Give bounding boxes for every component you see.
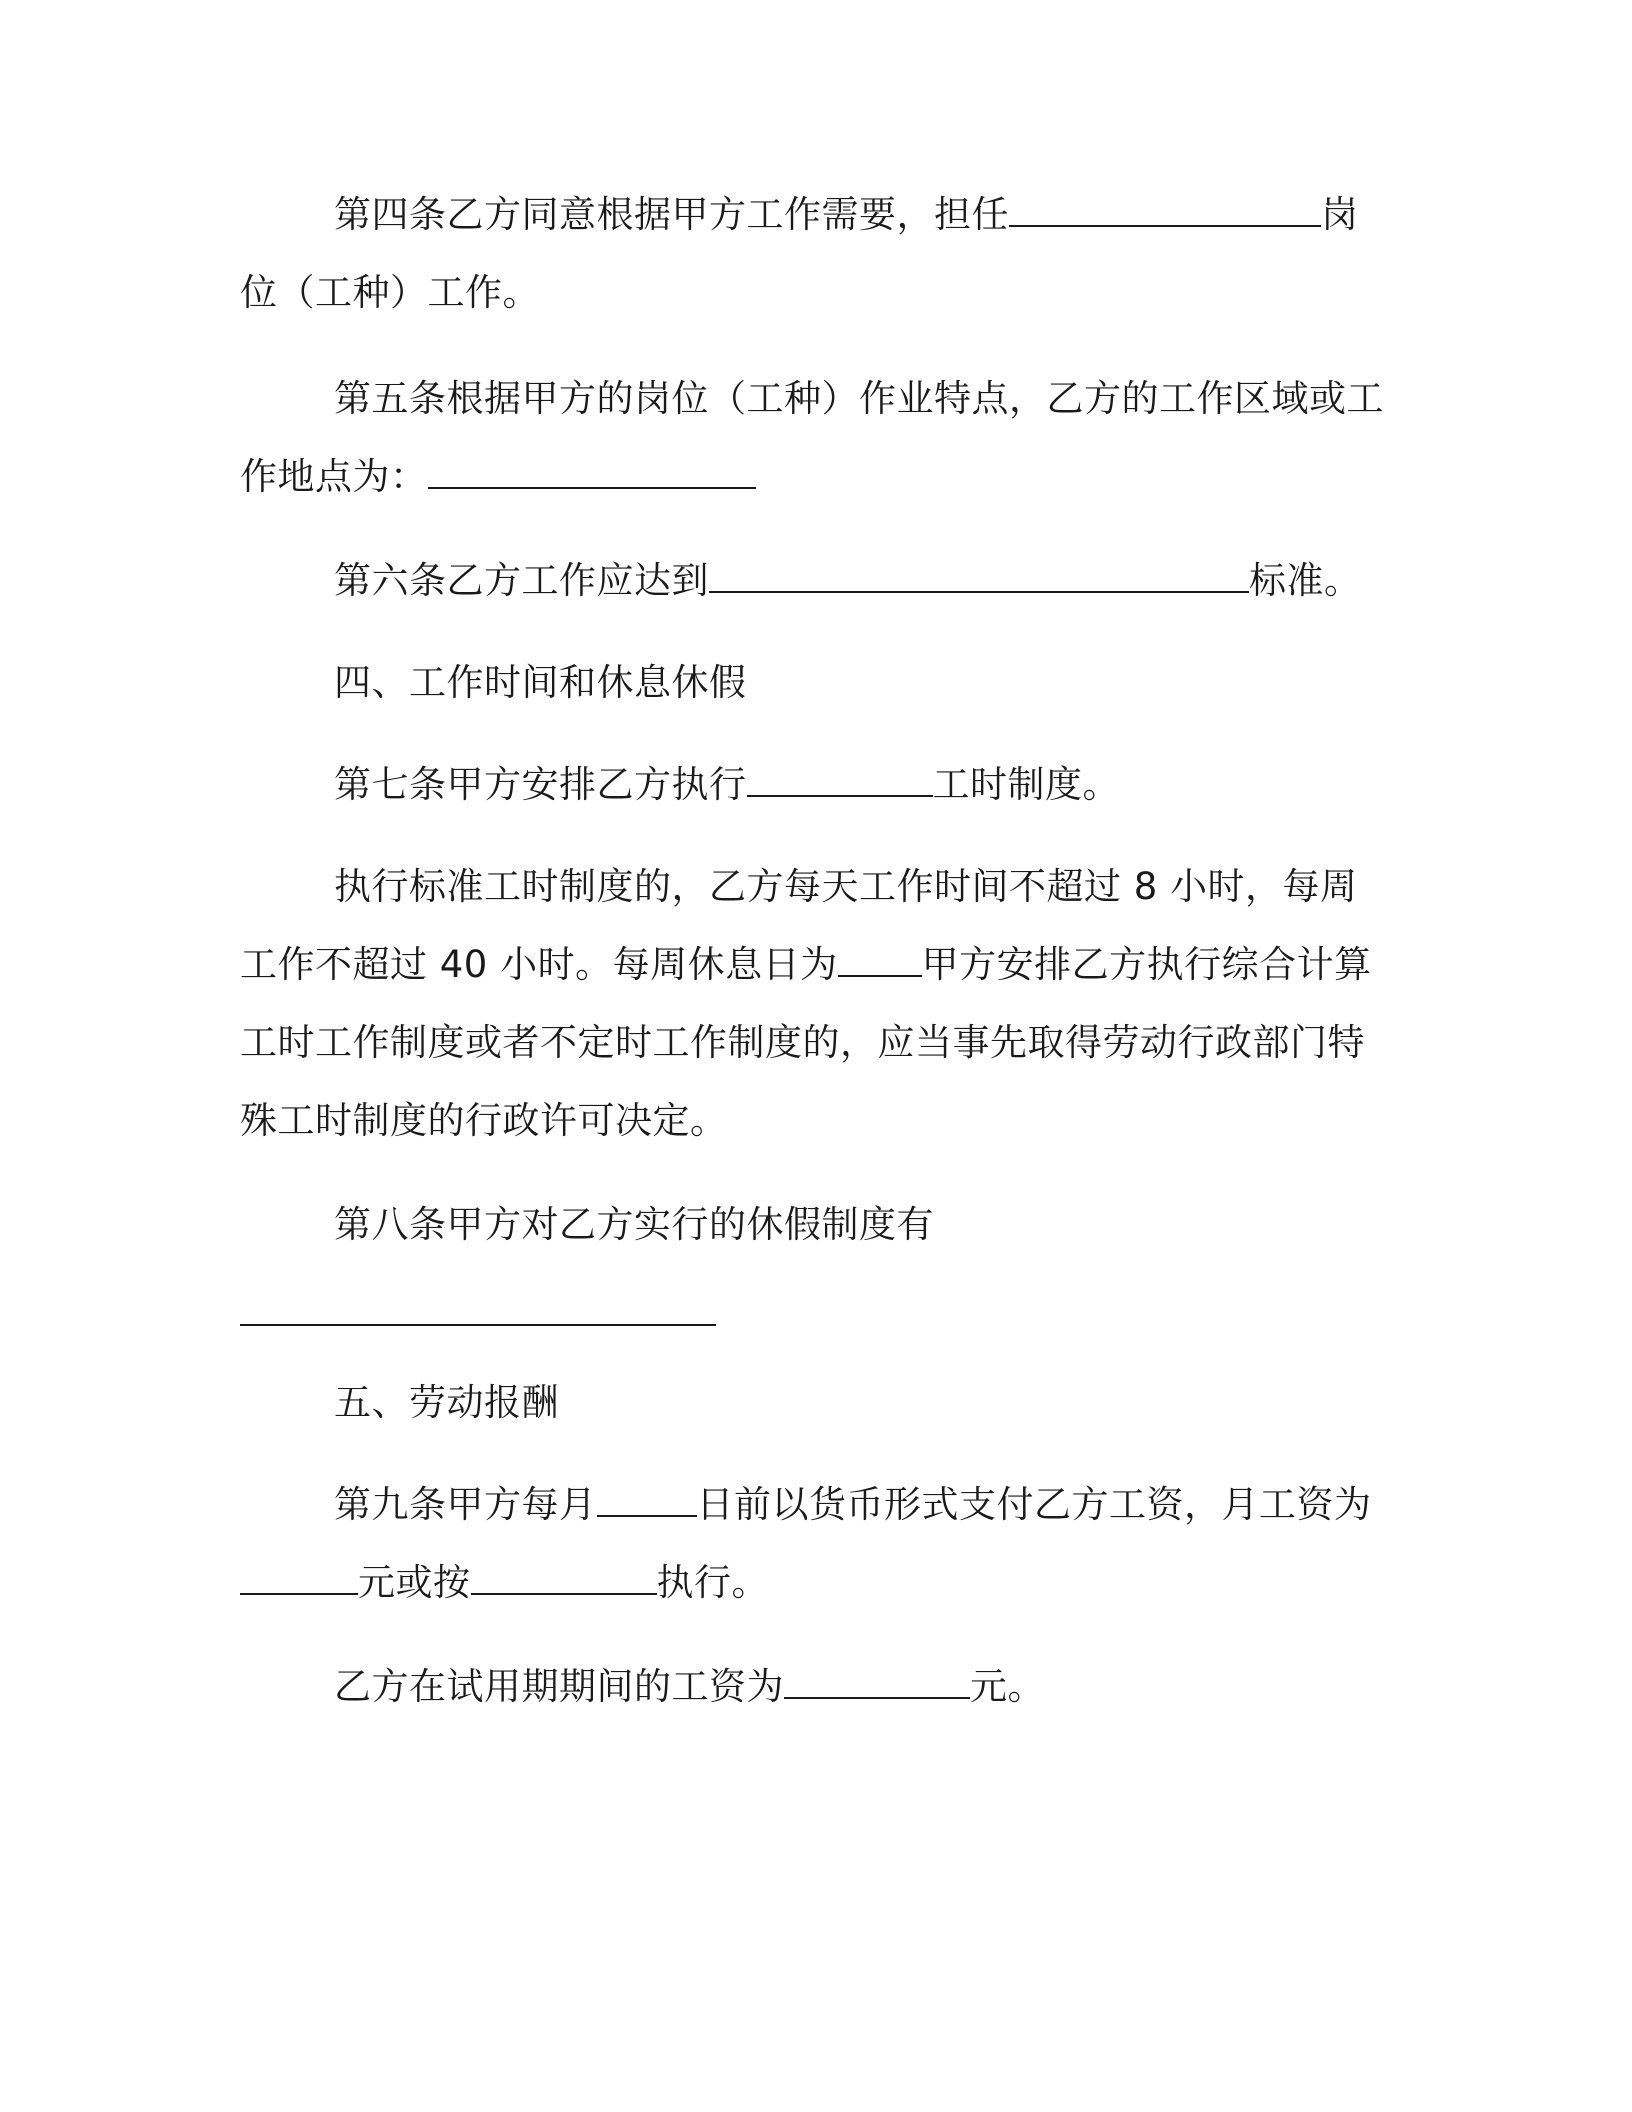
article-4-text-tail: 岗位（工种）工作。 xyxy=(240,193,1359,314)
probation-wage-blank xyxy=(784,1667,970,1699)
wage-basis-blank xyxy=(471,1563,657,1595)
pay-day-blank xyxy=(597,1485,697,1517)
article-7-detail-text: 执行标准工时制度的，乙方每天工作时间不超过 8 小时，每周工作不超过 40 小时。每周休息日为 xyxy=(240,865,1358,986)
article-9-text-tail: 执行。 xyxy=(656,1561,769,1604)
article-4 xyxy=(240,176,1390,332)
section-4-heading-text: 四、工作时间和休息休假 xyxy=(334,661,747,704)
monthly-wage-blank xyxy=(240,1563,358,1595)
section-5-heading xyxy=(240,1364,1390,1442)
article-7 xyxy=(240,746,1390,824)
article-7-detail xyxy=(240,848,1390,1160)
position-blank xyxy=(1009,195,1321,227)
article-9-text-2: 日前以货币形式支付乙方工资，月工资为 xyxy=(696,1483,1372,1526)
work-standard-blank xyxy=(709,561,1249,593)
article-5-text: 第五条根据甲方的岗位（工种）作业特点，乙方的工作区域或工作地点为： xyxy=(240,377,1384,498)
probation-wage xyxy=(240,1648,1390,1726)
work-location-blank xyxy=(428,457,756,489)
probation-wage-tail: 元。 xyxy=(970,1665,1045,1708)
article-9 xyxy=(240,1466,1390,1622)
leave-system-blank xyxy=(240,1294,716,1326)
article-8-text: 第八条甲方对乙方实行的休假制度有 xyxy=(334,1203,934,1246)
article-9-text-3: 元或按 xyxy=(358,1561,471,1604)
section-4-heading xyxy=(240,644,1390,722)
article-5 xyxy=(240,360,1390,516)
working-hours-system-blank xyxy=(747,765,933,797)
article-7-text-tail: 工时制度。 xyxy=(932,763,1120,806)
article-4-text: 第四条乙方同意根据甲方工作需要，担任 xyxy=(334,193,1009,236)
article-9-text: 第九条甲方每月 xyxy=(334,1483,597,1526)
article-7-text: 第七条甲方安排乙方执行 xyxy=(334,763,747,806)
article-8 xyxy=(240,1186,1390,1264)
probation-wage-text: 乙方在试用期期间的工资为 xyxy=(334,1665,784,1708)
rest-day-blank xyxy=(838,945,922,977)
article-6 xyxy=(240,542,1390,620)
section-5-heading-text: 五、劳动报酬 xyxy=(334,1381,559,1424)
article-6-text: 第六条乙方工作应达到 xyxy=(334,559,709,602)
article-6-text-tail: 标准。 xyxy=(1249,559,1362,602)
article-7-detail-tail: 甲方安排乙方执行综合计算工时工作制度或者不定时工作制度的，应当事先取得劳动行政部门特殊工时制度的行政许可决定。 xyxy=(240,943,1372,1142)
